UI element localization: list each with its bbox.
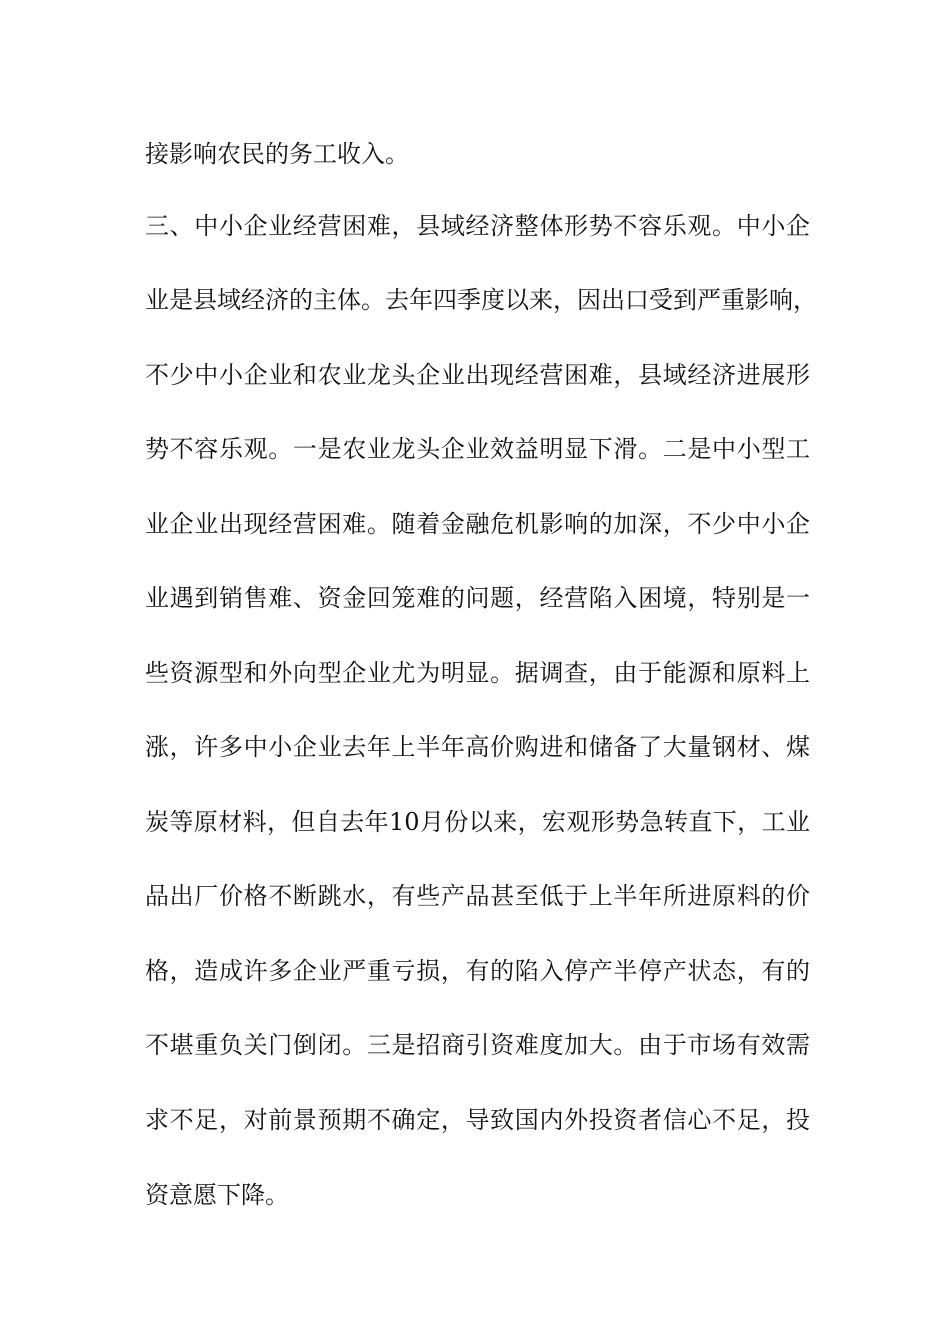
text-line-8: 些资源型和外向型企业尤为明显。据调查，由于能源和原料上	[145, 659, 810, 687]
text-line-14: 求不足，对前景预期不确定，导致国内外投资者信心不足，投	[145, 1106, 810, 1134]
text-line-9: 涨，许多中小企业去年上半年高价购进和储备了大量钢材、煤	[145, 733, 810, 761]
text-line-2: 三、中小企业经营困难，县域经济整体形势不容乐观。中小企	[145, 212, 810, 240]
text-line-4: 不少中小企业和农业龙头企业出现经营困难，县域经济进展形	[145, 361, 810, 389]
text-line-7: 业遇到销售难、资金回笼难的问题，经营陷入困境，特别是一	[145, 584, 810, 612]
text-line-5: 势不容乐观。一是农业龙头企业效益明显下滑。二是中小型工	[145, 435, 810, 463]
text-line-6: 业企业出现经营困难。随着金融危机影响的加深，不少中小企	[145, 510, 810, 538]
text-line-3: 业是县域经济的主体。去年四季度以来，因出口受到严重影响，	[145, 286, 817, 314]
text-line-13: 不堪重负关门倒闭。三是招商引资难度加大。由于市场有效需	[145, 1031, 810, 1059]
text-line-11: 品出厂价格不断跳水，有些产品甚至低于上半年所进原料的价	[145, 882, 810, 910]
text-line-10: 炭等原材料，但自去年10月份以来，宏观形势急转直下，工业	[145, 808, 810, 836]
text-line-1: 接影响农民的务工收入。	[145, 140, 409, 168]
text-line-15: 资意愿下降。	[145, 1181, 289, 1209]
text-line-12: 格，造成许多企业严重亏损，有的陷入停产半停产状态，有的	[145, 957, 810, 985]
